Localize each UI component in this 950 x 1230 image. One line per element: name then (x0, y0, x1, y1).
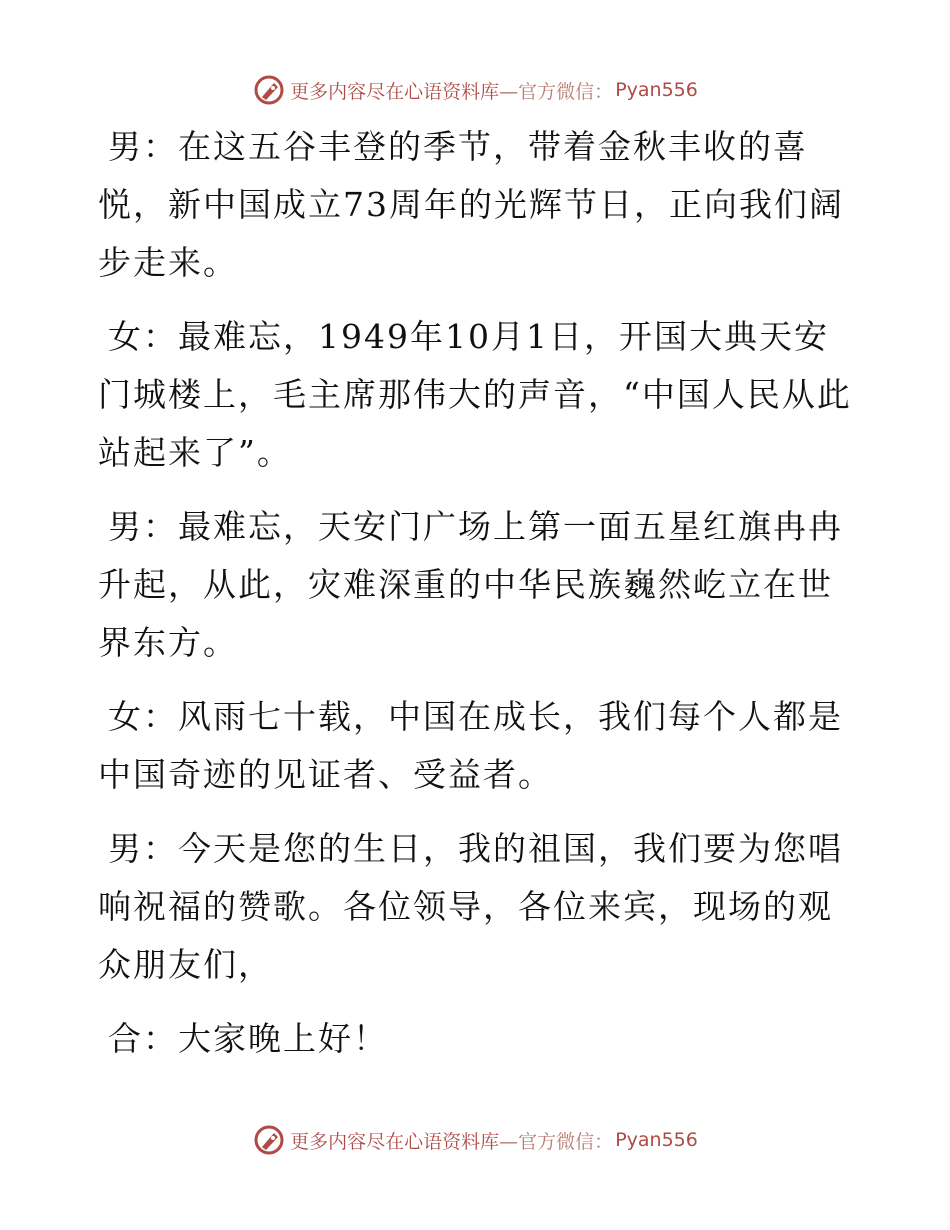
watermark-header (0, 70, 950, 110)
dialogue-paragraph: 男：今天是您的生日，我的祖国，我们要为您唱响祝福的赞歌。各位领导，各位来宾，现场的观众朋友们， (98, 829, 843, 984)
dialogue-paragraph: 合：大家晚上好！ (108, 1019, 388, 1058)
pen-nib-icon (252, 1123, 286, 1157)
watermark-main-text: 更多内容尽在心语资料库 (290, 1130, 500, 1153)
pen-nib-icon (252, 73, 286, 107)
document-body (98, 118, 858, 1084)
watermark-wechat-id: Pyan556 (615, 1129, 698, 1151)
dialogue-paragraph: 男：在这五谷丰登的季节，带着金秋丰收的喜悦，新中国成立73周年的光辉节日，正向我们阔步走来。 (98, 127, 844, 282)
watermark-wechat-id: Pyan556 (615, 79, 698, 101)
watermark-footer (0, 1120, 950, 1160)
watermark-main-text: 更多内容尽在心语资料库 (290, 80, 500, 103)
watermark-wechat-label: —官方微信： (499, 1130, 614, 1153)
dialogue-paragraph: 女：最难忘，1949年10月1日，开国大典天安门城楼上，毛主席那伟大的声音，“中国人民从此站起来了”。 (98, 317, 852, 472)
dialogue-paragraph: 女：风雨七十载，中国在成长，我们每个人都是中国奇迹的见证者、受益者。 (98, 697, 843, 794)
dialogue-paragraph: 男：最难忘，天安门广场上第一面五星红旗冉冉升起，从此，灾难深重的中华民族巍然屹立在世界东方。 (98, 507, 843, 662)
watermark-wechat-label: —官方微信： (499, 80, 614, 103)
